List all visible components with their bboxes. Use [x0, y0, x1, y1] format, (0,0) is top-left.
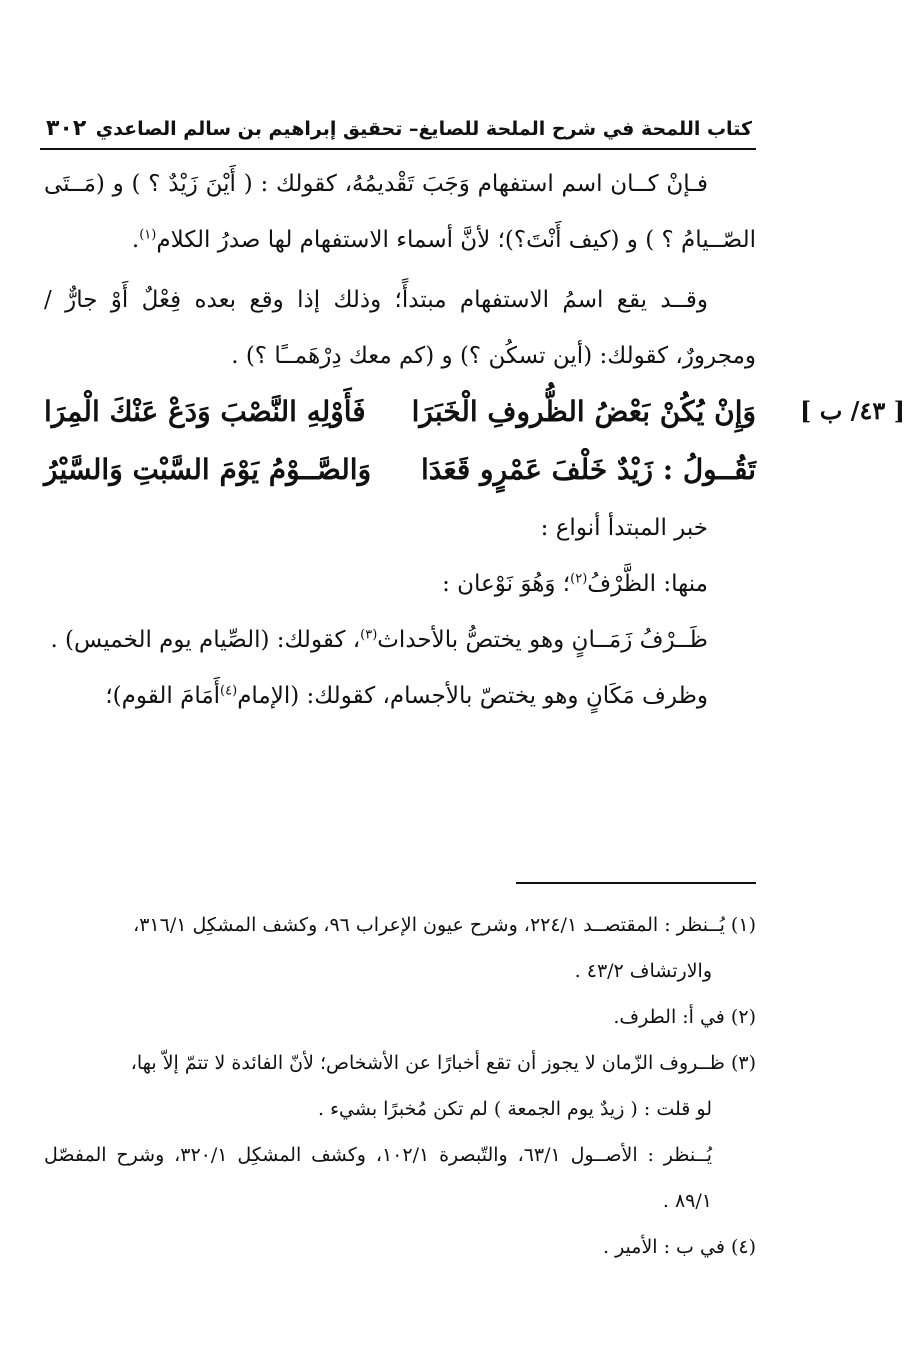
- footnote-1-continuation: والارتشاف ٤٣/٢ .: [574, 960, 712, 982]
- main-text: [44, 156, 756, 724]
- manuscript-folio-marker: [ ٤٣/ ب ]: [800, 396, 905, 425]
- verse-2-first-hemistich: تَقُــولُ : زَيْدٌ خَلْفَ عَمْرٍو قَعَدَا: [420, 453, 756, 486]
- paragraph-4: منها: الظَّرْفُ$^{(٢)}$؛ وَهُوَ نَوْعان :: [442, 571, 708, 597]
- verse-line-2: [44, 440, 756, 500]
- paragraph-2: وقــد يقع اسمُ الاستفهام مبتدأً؛ وذلك إذا وقع بعده فِعْلٌ أَوْ جارٌّ /ومجرورٌ، كقولك: (أين تسكُن ؟) و (كم معك دِرْهَمــًا ؟) .: [44, 287, 756, 369]
- paragraph-5: ظَــرْفُ زَمَــانٍ وهو يختصُّ بالأحداث$^{(٣)}$، كقولك: (الصِّيام يوم الخميس) .: [50, 627, 708, 653]
- verse-2-second-hemistich: وَالصَّــوْمُ يَوْمَ السَّبْتِ وَالسَّيْرُ: [44, 453, 372, 486]
- footnote-ref-1: (١): [139, 227, 157, 243]
- book-title: كتاب اللمحة في شرح الملحة للصايغ– تحقيق إبراهيم بن سالم الصاعدي: [95, 118, 752, 140]
- paragraph-3: خبر المبتدأ أنواع :: [540, 515, 708, 541]
- footnote-separator: [516, 882, 756, 884]
- footnote-3-continuation: لو قلت : ( زيدٌ يوم الجمعة ) لم تكن مُخبرًا بشيء .: [318, 1098, 712, 1120]
- footnote-ref-4: (٤): [220, 683, 238, 699]
- page-number: ٣٠٢: [46, 116, 87, 141]
- running-header: [40, 112, 756, 150]
- footnote-4: (٤) في ب : الأمير .: [602, 1236, 756, 1258]
- footnote-3-references: يُــنظر : الأصــول ٦٣/١، والتّبصرة ١٠٢/١، وكشف المشكِل ٣٢٠/١، وشرح المفصّل ٨٩/١ .: [44, 1144, 712, 1212]
- footnote-1: (١) يُــنظر : المقتصــد ٢٢٤/١، وشرح عيون الإعراب ٩٦، وكشف المشكِل ٣١٦/١،: [133, 914, 756, 936]
- footnote-2: (٢) في أ: الطرف.: [613, 1006, 756, 1028]
- verse-line-1: [44, 382, 756, 442]
- footnote-3: (٣) ظــروف الزّمان لا يجوز أن تقع أخبارًا عن الأشخاص؛ لأنّ الفائدة لا تتمّ إلاّ بها،: [130, 1052, 756, 1074]
- paragraph-6: وظرف مَكَانٍ وهو يختصّ بالأجسام، كقولك: (الإمام$^{(٤)}$أَمَامَ القوم)؛: [105, 683, 708, 709]
- footnotes: [44, 902, 756, 1270]
- paragraph-1: فـإنْ كــان اسم استفهام وَجَبَ تَقْديمُهُ، كقولك : ( أَيْنَ زَيْدٌ ؟ ) و (مَــتَى الصّــيامُ ؟ ) و (كيف أَنْتَ؟)؛ لأنَّ أسماء الاستفهام لها صدرُ الكلام$^{(١)}$.: [44, 171, 756, 253]
- verse-1-second-hemistich: فَأَوْلِهِ النَّصْبَ وَدَعْ عَنْكَ الْمِرَا: [44, 395, 366, 428]
- verse-1-first-hemistich: وَإِنْ يُكُنْ بَعْضُ الظُّروفِ الْخَبَرَا: [411, 395, 756, 428]
- footnote-ref-2: (٢): [570, 571, 588, 587]
- footnote-ref-3: (٣): [360, 627, 378, 643]
